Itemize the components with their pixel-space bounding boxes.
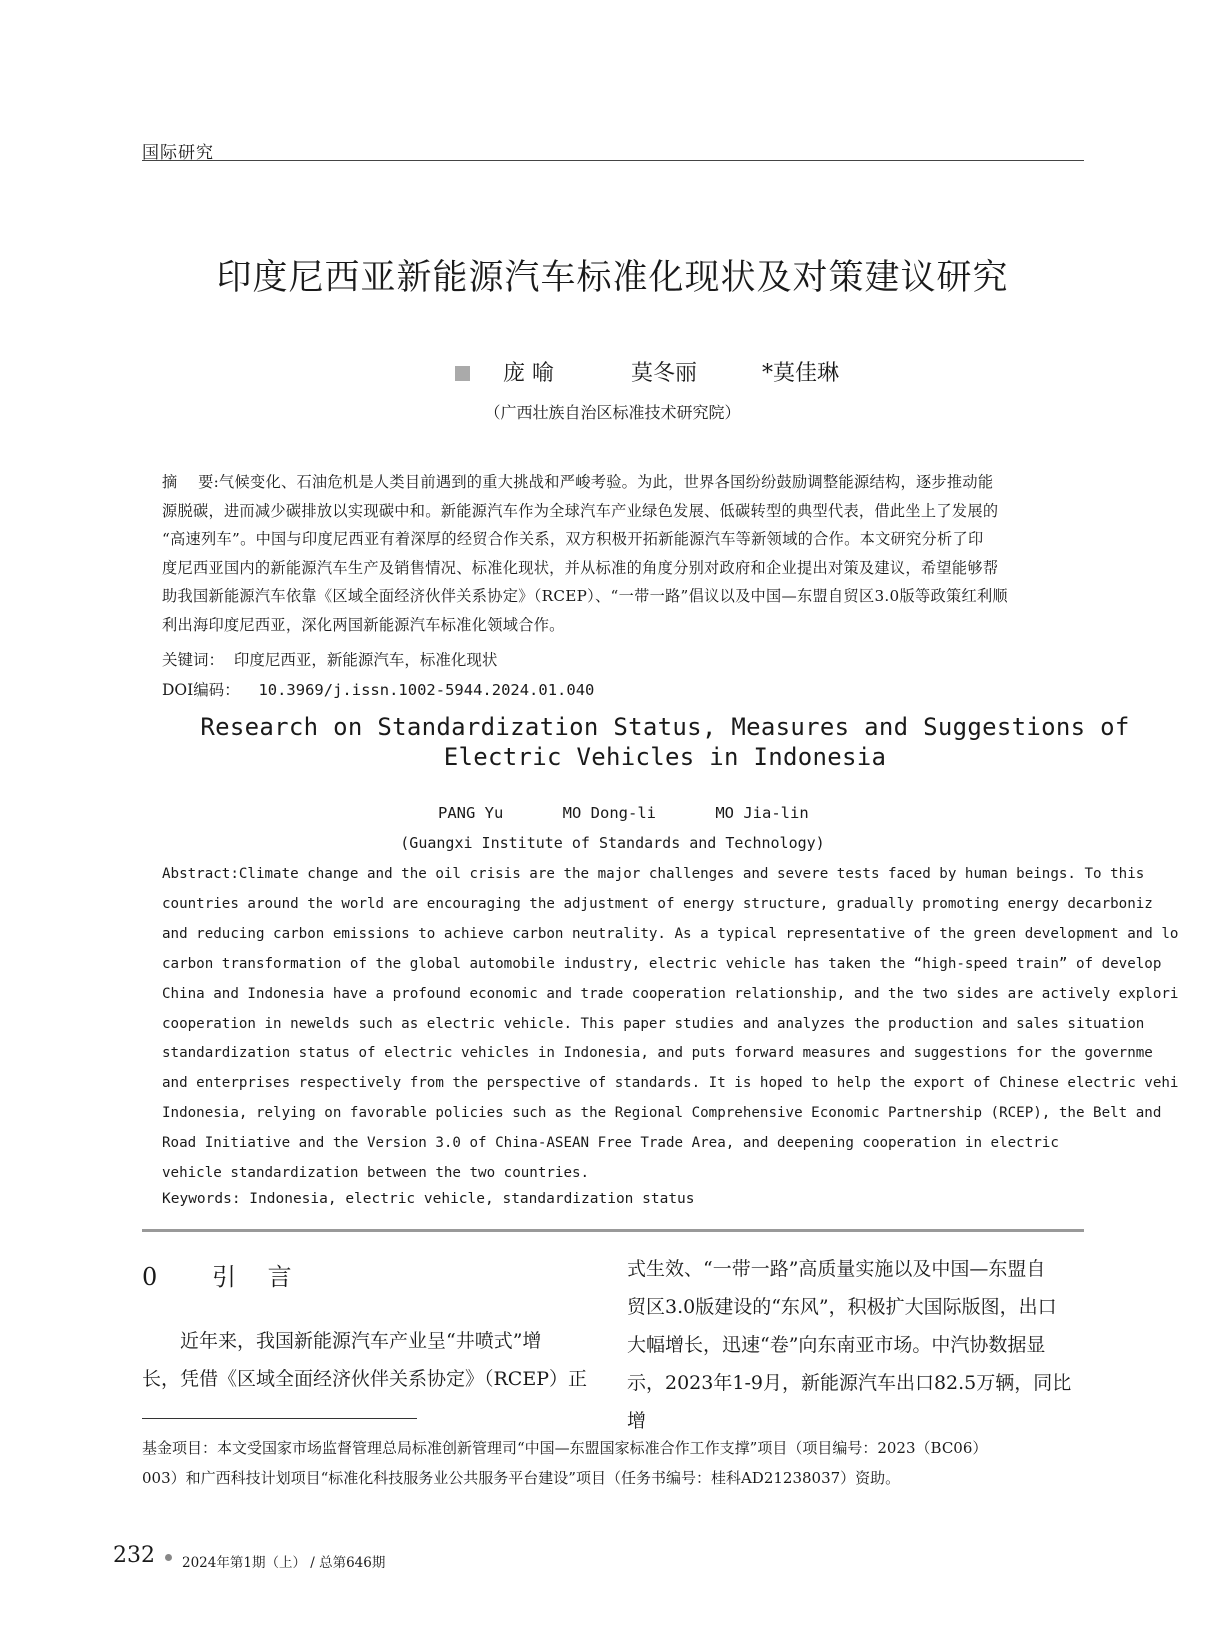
bullet-dot-icon bbox=[165, 1554, 172, 1561]
footnote-line: 003）和广西科技计划项目“标准化科技服务业公共服务平台建设”项目（任务书编号：桂科AD21238037）资助。 bbox=[142, 1469, 901, 1487]
affiliation-en: (Guangxi Institute of Standards and Technology) bbox=[400, 834, 825, 852]
footnote-line: 基金项目：本文受国家市场监督管理总局标准创新管理司“中国—东盟国家标准合作工作支撑”项目（项目编号：2023（BC06） bbox=[142, 1439, 988, 1457]
body-column-right bbox=[627, 1250, 1085, 1440]
keywords-cn-value: 印度尼西亚，新能源汽车，标准化现状 bbox=[233, 651, 498, 669]
affiliation-cn: （广西壮族自治区标准技术研究院） bbox=[484, 403, 741, 422]
author-cn-1: 庞 喻 bbox=[503, 361, 554, 386]
abstract-en-line: carbon transformation of the global automobile industry, electric vehicle has taken the “high-speed train” of develop bbox=[162, 955, 1162, 972]
title-cn: 印度尼西亚新能源汽车标准化现状及对策建议研究 bbox=[216, 258, 1009, 298]
page-number: 232 bbox=[113, 1543, 155, 1568]
abstract-en-line: standardization status of electric vehicles in Indonesia, and puts forward measures and suggestions for the governme bbox=[162, 1045, 1153, 1062]
abstract-en-line: vehicle standardization between the two countries. bbox=[162, 1165, 590, 1182]
body-line: 近年来，我国新能源汽车产业呈“井喷式”增 bbox=[142, 1330, 542, 1352]
body-line: 贸区3.0版建设的“东风”，积极扩大国际版图，出口 bbox=[627, 1296, 1057, 1318]
author-en-1: PANG Yu bbox=[438, 804, 504, 822]
abstract-en bbox=[162, 860, 1225, 1189]
title-en: Research on Standardization Status, Measures and Suggestions of Electric Vehicles in Indonesia bbox=[200, 713, 1130, 771]
doi-value: 10.3969/j.issn.1002-5944.2024.01.040 bbox=[258, 681, 595, 699]
author-en-3: MO Jia-lin bbox=[715, 804, 809, 822]
keywords-cn-label: 关键词： bbox=[162, 651, 225, 669]
keywords-en: Keywords: Indonesia, electric vehicle, standardization status bbox=[162, 1191, 695, 1207]
abstract-en-line: China and Indonesia have a profound economic and trade cooperation relationship, and the two sides are actively explori bbox=[162, 985, 1179, 1002]
abstract-en-line: Indonesia, relying on favorable policies such as the Regional Comprehensive Economic Partnership (RCEP), the Belt and bbox=[162, 1105, 1162, 1122]
doi bbox=[162, 678, 594, 700]
footnote-rule bbox=[142, 1418, 417, 1419]
abstract-cn bbox=[162, 468, 1064, 639]
abstract-cn-line: 助我国新能源汽车依靠《区域全面经济伙伴关系协定》（RCEP）、“一带一路”倡议以及中国—东盟自贸区3.0版等政策红利顺 bbox=[162, 587, 1008, 605]
abstract-en-line: Abstract:Climate change and the oil crisis are the major challenges and severe tests faced by human beings. To this bbox=[162, 866, 1145, 882]
abstract-cn-line: 度尼西亚国内的新能源汽车生产及销售情况、标准化现状，并从标准的角度分别对政府和企业提出对策及建议，希望能够帮 bbox=[162, 558, 999, 577]
abstract-cn-line: 摘 要:气候变化、石油危机是人类目前遇到的重大挑战和严峻考验。为此，世界各国纷纷鼓励调整能源结构，逐步推动能 bbox=[162, 473, 994, 491]
section-divider bbox=[142, 1229, 1084, 1232]
abstract-en-line: and reducing carbon emissions to achieve carbon neutrality. As a typical representative of the green development and lo bbox=[162, 925, 1179, 942]
abstract-en-line: cooperation in newelds such as electric vehicle. This paper studies and analyzes the production and sales situation bbox=[162, 1015, 1145, 1032]
body-line: 长，凭借《区域全面经济伙伴关系协定》（RCEP）正 bbox=[142, 1368, 587, 1390]
authors-cn bbox=[455, 356, 839, 387]
issue-info: 2024年第1期（上） / 总第646期 bbox=[182, 1555, 386, 1571]
section-label: 国际研究 bbox=[142, 143, 214, 163]
abstract-cn-line: 利出海印度尼西亚，深化两国新能源汽车标准化领域合作。 bbox=[162, 615, 565, 634]
footnote bbox=[142, 1433, 1084, 1493]
keywords-cn bbox=[162, 648, 497, 670]
abstract-en-line: and enterprises respectively from the perspective of standards. It is hoped to help the export of Chinese electric vehi bbox=[162, 1075, 1179, 1092]
abstract-en-line: Road Initiative and the Version 3.0 of China-ASEAN Free Trade Area, and deepening cooperation in electric bbox=[162, 1135, 1059, 1152]
abstract-cn-line: 源脱碳，进而减少碳排放以实现碳中和。新能源汽车作为全球汽车产业绿色发展、低碳转型的典型代表，借此坐上了发展的 bbox=[162, 501, 999, 520]
section-number: 0 bbox=[142, 1263, 158, 1291]
authors-en bbox=[438, 804, 859, 822]
section-heading bbox=[142, 1257, 304, 1292]
body-line: 大幅增长，迅速“卷”向东南亚市场。中汽协数据显 bbox=[627, 1334, 1046, 1356]
abstract-en-line: countries around the world are encouraging the adjustment of energy structure, gradually promoting energy decarboniz bbox=[162, 895, 1153, 912]
author-en-2: MO Dong-li bbox=[562, 804, 656, 822]
body-line: 式生效、“一带一路”高质量实施以及中国—东盟自 bbox=[627, 1258, 1046, 1280]
section-title: 引 言 bbox=[212, 1263, 304, 1291]
author-cn-3: *莫佳琳 bbox=[762, 361, 840, 386]
body-column-left bbox=[142, 1322, 598, 1398]
author-cn-2: 莫冬丽 bbox=[631, 361, 698, 386]
header-rule bbox=[142, 160, 1084, 161]
abstract-cn-line: “高速列车”。中国与印度尼西亚有着深厚的经贸合作关系，双方积极开拓新能源汽车等新领域的合作。本文研究分析了印 bbox=[162, 530, 984, 548]
body-line: 示，2023年1-9月，新能源汽车出口82.5万辆，同比增 bbox=[627, 1372, 1072, 1432]
doi-label: DOI编码： bbox=[162, 681, 240, 699]
square-bullet-icon bbox=[455, 366, 470, 381]
